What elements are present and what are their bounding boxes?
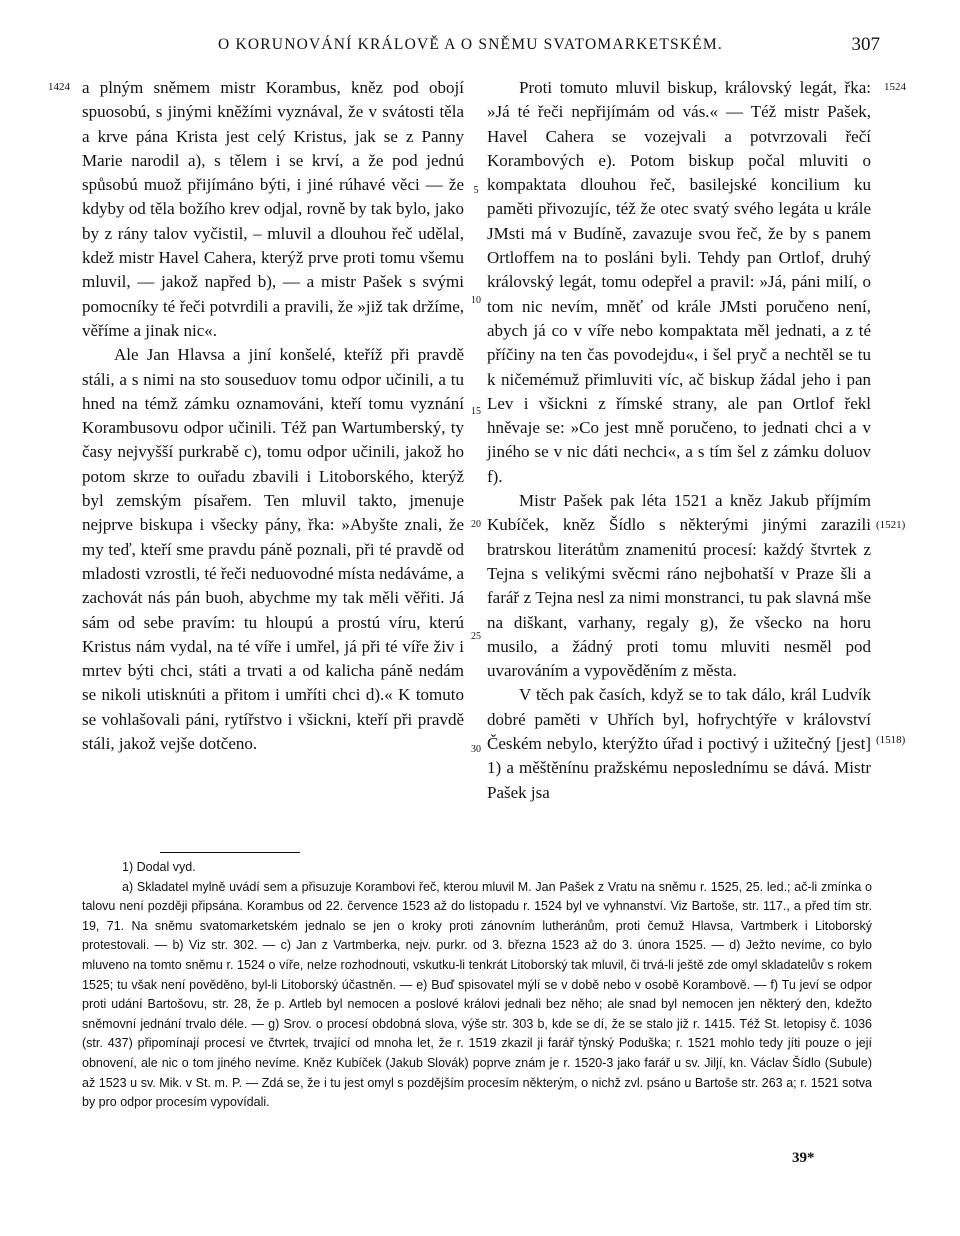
running-header <box>60 36 880 60</box>
paragraph: Ale Jan Hlavsa a jiní konšelé, kteříž při pravdě stáli, a s nimi na sto souseduov tomu odpor učinili, a tu hned na témž zámku oznamováni, kteří tomu vyznání Korambusovu odpor učinili. Též pan Wartumberský, ty časy nejvyšší purkrabě c), tomu odpor učinili, jakož ho potom skrze to ouřadu zbavili i Litoborského, kterýž byl zemským písařem. Ten mluvil takto, jmenuje nejprve biskupa i všecky pány, řka: »Abyšte znali, že my teď, kteří sme pravdu páně poznali, při té pravdě od mladosti vzrostli, té řeči neduovodné místa nedáváme, a zachovát nás pán buoh, abychme my tak měli věřiti. Já sám od sebe pravím: tu hloupú a prostú víru, kterú Kristus nám vydal, na té víře i umřel, já při té víře živ i mrtev býti chci, státi a trvati a od kalicha páně nedám se nikoli utisknúti a přitom i umříti chci d).« K tomuto se vohlašovali páni, rytířstvo i všickni, kteří při pravdě stáli, jakož vejše dotčeno. <box>82 345 464 754</box>
footnote: a) Skladatel mylně uvádí sem a přisuzuje Korambovi řeč, kterou mluvil M. Jan Pašek z Vratu na sněmu r. 1525, 25. led.; ač-li zmínka o talovu není později připsána. Korambus od 22. července 1523 až do listopadu r. 1524 byl ve vyhnanství. Viz Bartoše, str. 117., a před tím str. 19, 71. Na sněmu svatomarketském jednalo se jen o kroky proti zánovním lutheránům, proti čemuž Hlavsa, Vartmberk i Litoborský protestovali. — b) Viz str. 302. — c) Jan z Vartmberka, nejv. purkr. od 3. března 1523 až do 3. února 1525. — d) Ježto nevíme, co bylo mluveno na tomto sněmu r. 1524 o víře, nelze rozhodnouti, vskutku-li tenkrát Litoborský tak mluvil, či trvá-li ještě zde omyl skladatelův s rokem 1525; tu však není pověděno, byl-li Litoborský účastněn. — e) Buď spisovatel mýlí se v době nebo v osobě Korambově. — f) Tu jeví se odpor proti udání Bartošovu, str. 28, že p. Artleb byl nemocen a poslové královi jednali bez něho; ale snad byl nemocen jen některý den, kdežto sněmovní jednání trvalo déle. — g) Srov. o procesí obdobná slova, výše str. 303 b, kde se dí, že se stalo již r. 1415. Též St. letopisy č. 1036 (str. 437) připomínají procesí ve čtvrtek, trvající od mnoha let, že r. 1519 zkazil ji farář týnský Poduška; r. 1521 mohlo tedy jíti pouze o její obnovení, ale nic o tom jiného nevíme. Kněz Kubíček (Jakub Slovák) poprve znám je r. 1520-3 jako farář u sv. Jiljí, kn. Václav Šídlo (Subule) až 1523 u sv. Mik. v St. m. P. — Zdá se, že i tu jest omyl s pozdějším procesím některým, o nichž zvl. psáno u Bartoše str. 263 a; r. 1521 sotva by pro odpor procesím vypovídali. <box>82 879 872 1110</box>
margin-year-1521: (1521) <box>876 519 906 531</box>
paragraph: a plným sněmem mistr Korambus, kněz pod obojí spuosobú, s jinými kněžími vyznával, že v svátosti těla a krve pána Krista jest celý Kristus, jak se z Panny Marie narodil a), s tělem i se krví, a že pod jednú spůsobú muož přijímáno býti, i jiné rúhavé věci — že kdyby od těla božího krev odjal, rovně by tak bylo, jako by z rány talov vyčistil, – mluvil a dlouhou řeč udělal, kdež mistr Havel Cahera, kterýž prve proti tomu všemu mluvil, — jakož napřed b), — a mistr Pašek s svými pomocníky té řeči potvrdili a pravili, že »již tak držíme, věříme a jinak nic«. <box>82 78 464 340</box>
running-title: O KORUNOVÁNÍ KRÁLOVĚ A O SNĚMU SVATOMARKETSKÉM. <box>218 36 723 53</box>
paragraph: V těch pak časích, když se to tak dálo, král Ludvík dobré paměti v Uhřích byl, hofrychtýře v království Českém nebylo, kterýžto úřad i poctivý i užitečný [jest] 1) a měštěnínu pražskému neposlednímu se dává. Mistr Pašek jsa <box>487 685 871 802</box>
line-number: 15 <box>471 406 481 417</box>
line-number: 5 <box>473 185 479 196</box>
page-number: 307 <box>851 34 880 55</box>
margin-year-left: 1424 <box>48 81 70 93</box>
left-text-column <box>82 76 464 756</box>
line-number: 10 <box>471 295 481 306</box>
footnote-divider <box>160 852 300 853</box>
right-text-column <box>487 76 871 805</box>
paragraph: Mistr Pašek pak léta 1521 a kněz Jakub příjmím Kubíček, kněz Šídlo s některými jinými zarazili bratrskou literátům znamenitú procesí: každý štvrtek z Tejna s velikými svěcmi ráno nejbohatší v Praze šli a farář z Tejna nesl za nimi monstranci, tu pak slavná mše na diškant, varhany, regaly g), že všecko na horu musilo, a žádný proti tomu mluviti nesměl pod uvarováním a vypověděním z města. <box>487 491 871 681</box>
line-number: 30 <box>471 744 481 755</box>
line-number: 20 <box>471 519 481 530</box>
paragraph: Proti tomuto mluvil biskup, královský legát, řka: »Já té řeči nepřijímám od vás.« — Též mistr Pašek, Havel Cahera se vozejvali a potvrzovali řečí Korambových e). Potom biskup počal mluviti o kompaktata dlouhou řeč, basilejské koncilium ku paměti přivozujíc, též že otec svatý svého legáta u krále JMsti má v Budíně, zavazuje svou řeč, že by s panem Ortloffem na to posláni byli. Tehdy pan Ortlof, druhý královský legát, tomu odepřel a pravil: »Já, páni milí, o tom nic nevím, mněť od krále JMsti poručeno není, abych já co v víře nebo kompaktata měl jednati, a z té příčiny na ten čas povodejdu«, i šel pryč a nechtěl se tu k ničemémuž přimluviti víc, ač biskup žádal jeho i pan Lev i všickni z římské strany, ale pan Ortlof řekl hněvaje se: »Co jest mně poručeno, to jednati chci a v jiného se v nic dáti nechci«, a s tím šel z zámku doluov f). <box>487 78 871 486</box>
footnotes <box>82 858 872 1113</box>
line-number: 25 <box>471 631 481 642</box>
margin-year-1518: (1518) <box>876 734 906 746</box>
footnote: 1) Dodal vyd. <box>122 860 196 874</box>
margin-year-right: 1524 <box>884 81 906 93</box>
printer-signature: 39* <box>792 1150 815 1166</box>
